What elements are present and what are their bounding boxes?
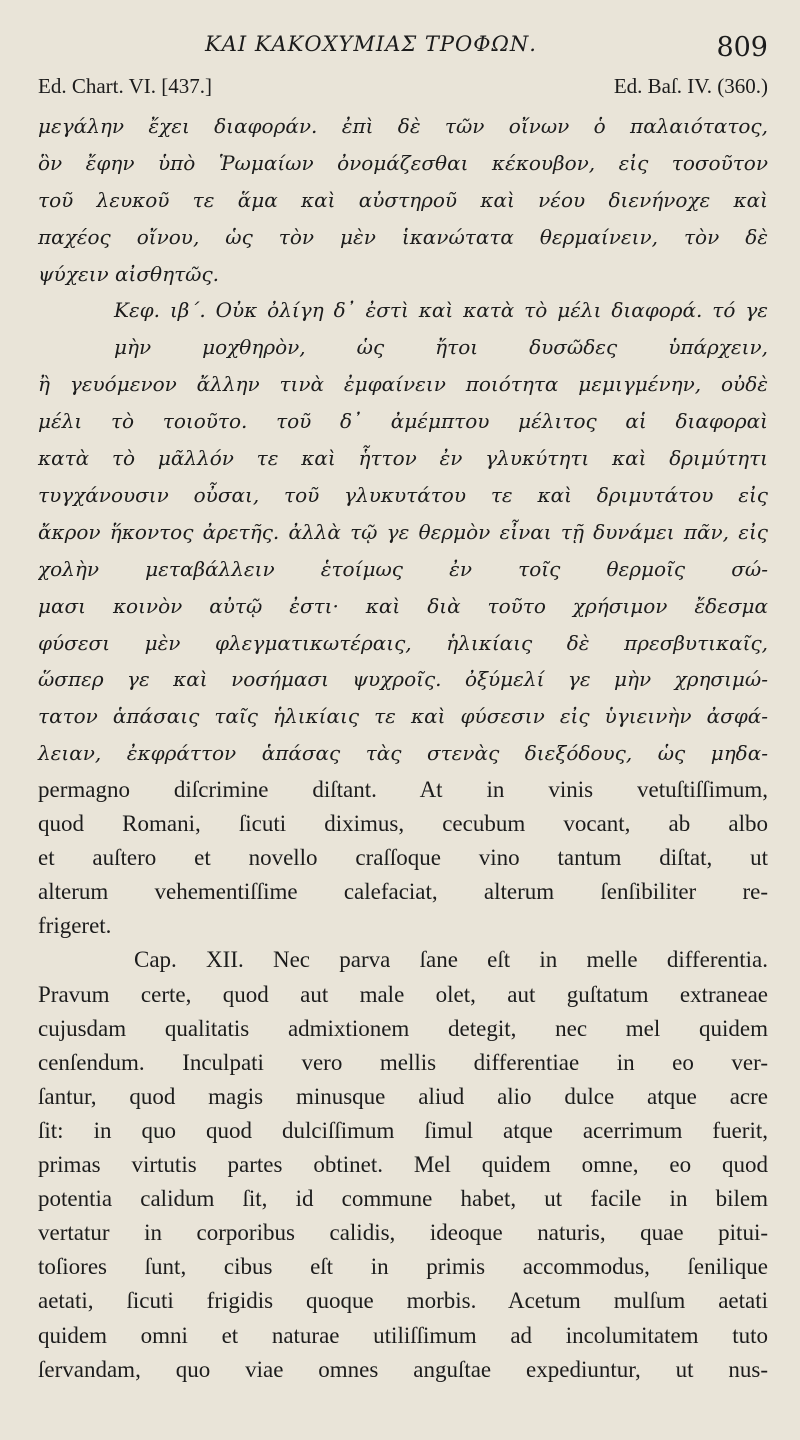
latin-line: quod Romani, ſicuti diximus, cecubum vocant, ab albo [38,811,768,837]
edition-basel-reference: Ed. Baſ. IV. (360.) [613,74,768,98]
greek-line: λειαν, ἐκφράττον ἁπάσας τὰς στενὰς διεξόδους, ὡς μηδα- [38,741,768,766]
latin-line: cenſendum. Inculpati vero mellis differentiae in eo ver- [38,1049,768,1075]
running-title: ΚΑΙ ΚΑΚΟΧΥΜΙΑΣ ΤΡΟΦΩΝ. [205,32,537,56]
greek-text-block [38,108,768,772]
latin-line: permagno diſcrimine diſtant. At in vinis vetuſtiſſimum, [38,777,768,802]
greek-line: κατὰ τὸ μᾶλλόν τε καὶ ἧττον ἐν γλυκύτητι καὶ δριμύτητι [38,446,768,471]
latin-line: cujusdam qualitatis admixtionem detegit, nec mel quidem [38,1015,768,1041]
latin-line: ſit: in quo quod dulciſſimum ſimul atque acerrimum fuerit, [38,1117,768,1143]
latin-line: aetati, ſicuti frigidis quoque morbis. Acetum mulſum aetati [38,1288,768,1314]
latin-line: et auſtero et novello craſſoque vino tantum diſtat, ut [38,845,768,871]
page-number: 809 [716,32,768,63]
greek-line: ἢ γευόμενον ἄλλην τινὰ ἐμφαίνειν ποιότητα μεμιγμένην, οὐδὲ [38,372,768,397]
latin-line: alterum vehementiſſime calefaciat, alterum ſenſibiliter re- [38,879,768,905]
latin-line: vertatur in corporibus calidis, ideoque naturis, quae pitui- [38,1220,768,1246]
greek-line-text: ἄκρον ἥκοντος ἀρετῆς. ἀλλὰ τῷ γε θερμὸν εἶναι τῇ δυνάμει πᾶν, εἰς χολὴν μεταβάλλειν ἑτοίμως ἐν τοῖς θερμοῖς σώ- [38,519,768,581]
latin-line: Pravum certe, quod aut male olet, aut guſtatum extraneae [38,981,768,1007]
greek-line: ὃν ἔφην ὑπὸ Ῥωμαίων ὀνομάζεσθαι κέκουβον, εἰς τοσοῦτον [38,150,768,175]
greek-line: τοῦ λευκοῦ τε ἅμα καὶ αὐστηροῦ καὶ νέου διενήνοχε καὶ [38,187,768,212]
greek-line: ψύχειν αἰσθητῶς. [38,261,220,286]
greek-line: μέλι τὸ τοιοῦτο. τοῦ δ᾽ ἀμέμπτου μέλιτος αἱ διαφοραὶ [38,409,768,434]
greek-line: φύσεσι μὲν φλεγματικωτέραις, ἡλικίαις δὲ πρεσβυτικαῖς, [38,630,768,655]
greek-chapter-text: Κεφ. ιβ΄. Οὐκ ὀλίγη δ᾽ ἐστὶ καὶ κατὰ τὸ μέλι διαφορά. τό γε μὴν μοχθηρὸν, ὡς ἤτοι δυσῶδες ὑπάρχειν, [114,298,768,360]
greek-line: ὥσπερ γε καὶ νοσήμασι ψυχροῖς. ὀξύμελί γε μὴν χρησιμώ- [38,667,768,692]
latin-chapter-heading-line: Cap. XII. Nec parva ſane eſt in melle differentia. [134,947,768,973]
greek-line: μεγάλην ἔχει διαφοράν. ἐπὶ δὲ τῶν οἴνων ὁ παλαιότατος, [38,114,768,138]
greek-line: παχέος οἴνου, ὡς τὸν μὲν ἱκανώτατα θερμαίνειν, τὸν δὲ [38,224,768,249]
latin-line: ſantur, quod magis minusque aliud alio dulce atque acre [38,1083,768,1109]
greek-line-pair [38,514,768,588]
latin-line: quidem omni et naturae utiliſſimum ad incolumitatem tuto [38,1322,768,1348]
running-head [0,30,800,66]
greek-line: τυγχάνουσιν οὖσαι, τοῦ γλυκυτάτου τε καὶ δριμυτάτου εἰς [38,482,768,507]
edition-chartier-reference: Ed. Chart. VI. [437.] [38,74,212,98]
greek-chapter-heading-line [38,292,768,366]
latin-line: toſiores ſunt, cibus eſt in primis accommodus, ſenilique [38,1254,768,1280]
latin-line: primas virtutis partes obtinet. Mel quidem omne, eo quod [38,1152,768,1178]
greek-line: μασι κοινὸν αὐτῷ ἐστι· καὶ διὰ τοῦτο χρήσιμον ἔδεσμα [38,593,768,618]
greek-line: τατον ἁπάσαις ταῖς ἡλικίαις τε καὶ φύσεσιν εἰς ὑγιεινὴν ἀσφά- [38,704,768,729]
latin-text-block [38,773,768,1387]
latin-line: ſervandam, quo viae omnes anguſtae expediuntur, ut nus- [38,1356,768,1382]
latin-line: potentia calidum ſit, id commune habet, ut facile in bilem [38,1186,768,1212]
edition-references [38,74,768,104]
latin-line: frigeret. [38,913,112,939]
